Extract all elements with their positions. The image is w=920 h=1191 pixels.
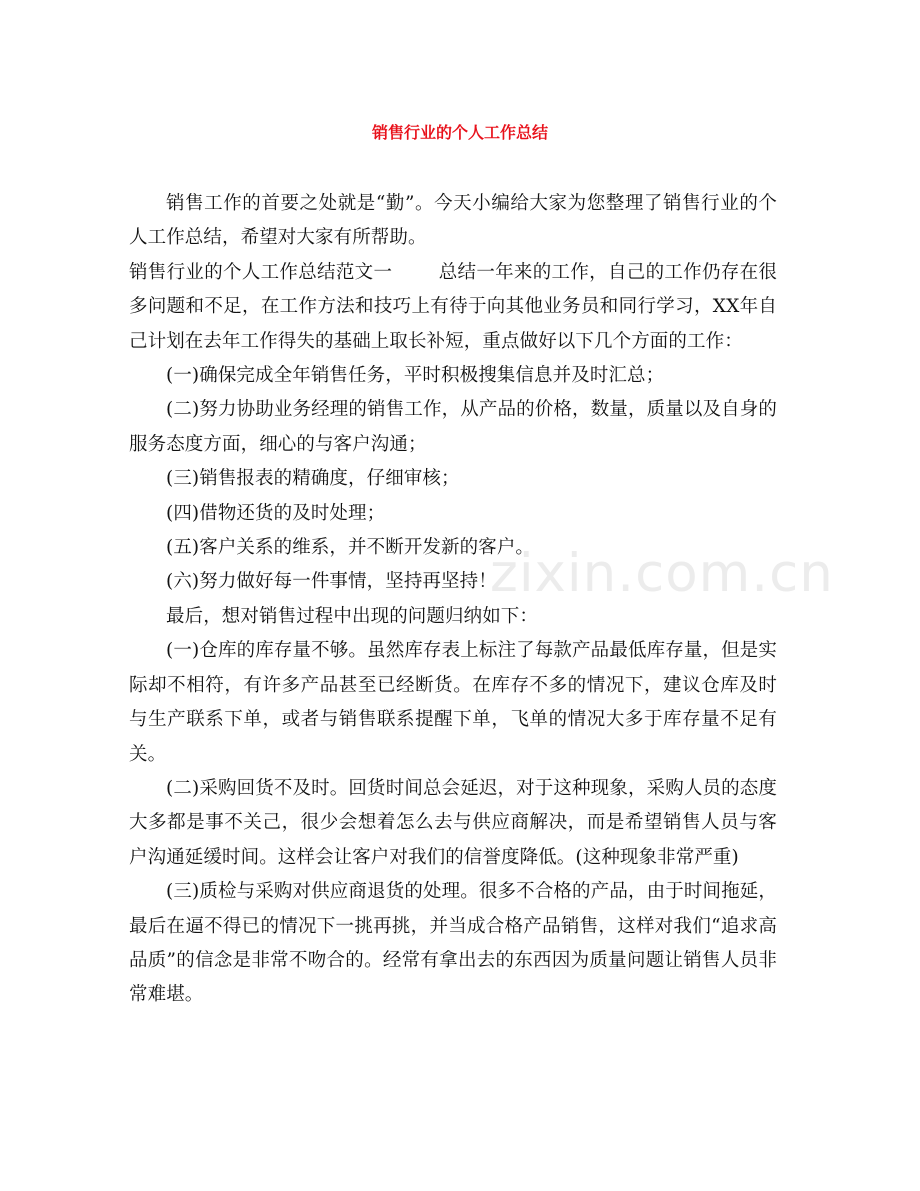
watermark: zixin.com.cn: [490, 543, 834, 604]
problem-item: (二)采购回货不及时。回货时间总会延迟，对于这种现象，采购人员的态度大多都是事不关己，很少会想着怎么去与供应商解决，而是希望销售人员与客户沟通延缓时间。这样会让客户对我们的信誉度降低。(这种现象非常严重): [129, 777, 777, 868]
problems-intro: 最后，想对销售过程中出现的问题归纳如下：: [166, 605, 539, 627]
plan-item: (六)努力做好每一件事情，坚持再坚持！: [166, 571, 497, 593]
problem-item: (三)质检与采购对供应商退货的处理。很多不合格的产品，由于时间拖延，最后在逼不得已的情况下一挑再挑，并当成合格产品销售，这样对我们“追求高品质”的信念是非常不吻合的。经常有拿出去的东西因为质量问题让销售人员非常难堪。: [129, 881, 777, 1006]
plan-item: (一)确保完成全年销售任务，平时积极搜集信息并及时汇总；: [166, 365, 665, 387]
document-title: 销售行业的个人工作总结: [371, 123, 548, 142]
problem-item: (一)仓库的库存量不够。虽然库存表上标注了每款产品最低库存量，但是实际却不相符，有许多产品甚至已经断货。在库存不多的情况下，建议仓库及时与生产联系下单，或者与销售联系提醒下单，飞单的情况大多于库存量不足有关。: [129, 640, 777, 765]
example-lead: 总结一年来的工作，自己的工作仍存在很多问题和不足，在工作方法和技巧上有待于向其他业务员和同行学习，XX年自己计划在去年工作得失的基础上取长补短，重点做好以下几个方面的工作：: [129, 261, 777, 352]
example-paragraph: [129, 256, 777, 359]
example-heading: 销售行业的个人工作总结范文一: [129, 261, 393, 283]
document-body: [129, 187, 777, 1013]
intro-paragraph: 销售工作的首要之处就是“勤”。今天小编给大家为您整理了销售行业的个人工作总结，希望对大家有所帮助。: [129, 193, 777, 249]
plan-item: (五)客户关系的维系，并不断开发新的客户。: [166, 537, 535, 559]
plan-item: (三)销售报表的精确度，仔细审核；: [166, 468, 460, 490]
plan-item: (四)借物还货的及时处理；: [166, 502, 386, 524]
plan-item: (二)努力协助业务经理的销售工作，从产品的价格，数量，质量以及自身的服务态度方面，细心的与客户沟通；: [129, 399, 777, 455]
